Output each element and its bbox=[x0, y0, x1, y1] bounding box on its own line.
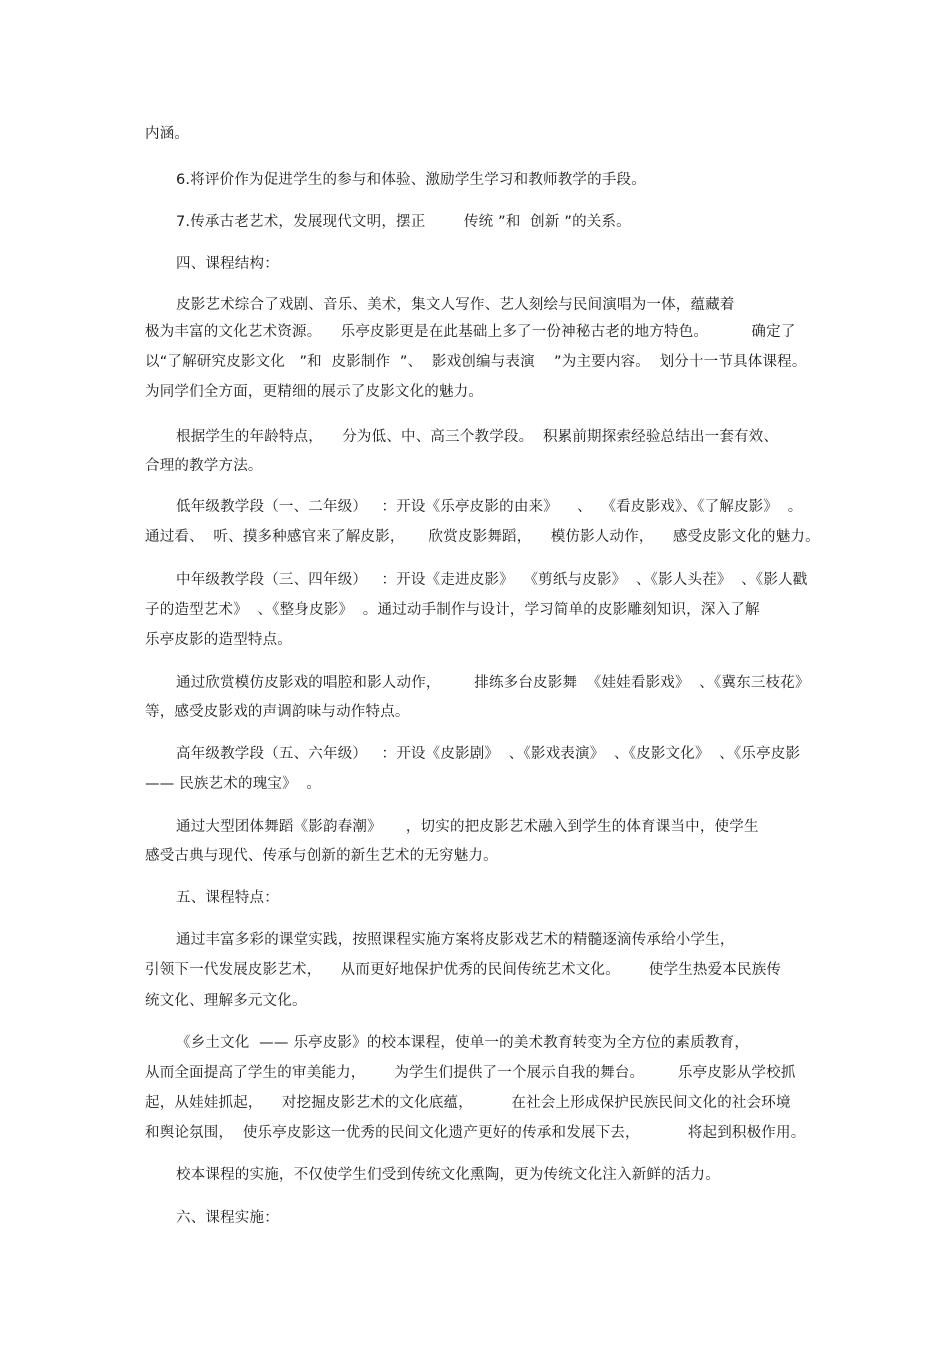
text-line: 为同学们全方面，更精细的展示了皮影文化的魅力。 bbox=[145, 384, 484, 400]
text-line: 起，从娃娃抓起， 对挖掘皮影艺术的文化底蕴， 在社会上形成保护民族民间文化的社会环境 bbox=[145, 1095, 791, 1111]
text-line: 通过看、 听、摸多种感官来了解皮影， 欣赏皮影舞蹈， 模仿影人动作， 感受皮影文化的魅力。 bbox=[145, 529, 820, 545]
text-line: 通过欣赏模仿皮影戏的唱腔和影人动作， 排练多台皮影舞 《娃娃看影戏》 、《冀东三枝花》 bbox=[176, 675, 810, 691]
text-line: 极为丰富的文化艺术资源。 乐亭皮影更是在此基础上多了一份神秘古老的地方特色。 确定了 bbox=[145, 324, 796, 340]
text-line: 以“了解研究皮影文化 ”和 皮影制作 ”、 影戏创编与表演 ”为主要内容。 划分十一节具体课程。 bbox=[145, 354, 807, 370]
text-line: 皮影艺术综合了戏剧、音乐、美术，集文人写作、艺人刻绘与民间演唱为一体，蕴藏着 bbox=[176, 297, 735, 313]
text-line: 统文化、理解多元文化。 bbox=[145, 993, 307, 1009]
section-heading: 四、课程结构： bbox=[176, 256, 279, 272]
text-line: 中年级教学段（三、四年级） ：开设《走进皮影》 《剪纸与皮影》 、《影人头茬》 、《影人戳 bbox=[176, 572, 808, 588]
text-line: 内涵。 bbox=[145, 126, 190, 142]
text-line: 校本课程的实施，不仅使学生们受到传统文化熏陶，更为传统文化注入新鲜的活力。 bbox=[176, 1167, 720, 1183]
section-heading: 六、课程实施： bbox=[176, 1210, 279, 1226]
text-line: 从而全面提高了学生的审美能力， 为学生们提供了一个展示自我的舞台。 乐亭皮影从学校抓 bbox=[145, 1065, 796, 1081]
text-line: 6.将评价作为促进学生的参与和体验、激励学生学习和教师教学的手段。 bbox=[176, 172, 646, 188]
text-line: 7.传承古老艺术，发展现代文明，摆正 传统 ”和 创新 ”的关系。 bbox=[176, 214, 631, 230]
text-line: 合理的教学方法。 bbox=[145, 458, 263, 474]
text-line: 通过大型团体舞蹈《影韵春潮》 ，切实的把皮影艺术融入到学生的体育课当中，使学生 bbox=[176, 819, 759, 835]
text-line: 高年级教学段（五、六年级） ：开设《皮影剧》 、《影戏表演》 、《皮影文化》 、《乐亭皮影 bbox=[176, 746, 801, 762]
text-line: 感受古典与现代、传承与创新的新生艺术的无穷魅力。 bbox=[145, 848, 498, 864]
text-line: 和舆论氛围， 使乐亭皮影这一优秀的民间文化遗产更好的传承和发展下去， 将起到积极作用。 bbox=[145, 1125, 806, 1141]
text-line: 乐亭皮影的造型特点。 bbox=[145, 632, 292, 648]
text-line: 低年级教学段（一、二年级） ：开设《乐亭皮影的由来》 、 《看皮影戏》、《了解皮影》 。 bbox=[176, 499, 803, 515]
text-line: 等，感受皮影戏的声调韵味与动作特点。 bbox=[145, 704, 410, 720]
text-line: 《乡土文化 —— 乐亭皮影》的校本课程，使单一的美术教育转变为全方位的素质教育， bbox=[176, 1035, 750, 1051]
text-line: 子的造型艺术》 、《整身皮影》 。通过动手制作与设计，学习简单的皮影雕刻知识，深入了解 bbox=[145, 602, 760, 618]
text-line: 通过丰富多彩的课堂实践，按照课程实施方案将皮影戏艺术的精髓逐滴传承给小学生， bbox=[176, 932, 735, 948]
text-line: 引领下一代发展皮影艺术， 从而更好地保护优秀的民间传统艺术文化。 使学生热爱本民族传 bbox=[145, 962, 782, 978]
text-line: 根据学生的年龄特点， 分为低、中、高三个教学段。 积累前期探索经验总结出一套有效、 bbox=[176, 429, 779, 445]
section-heading: 五、课程特点： bbox=[176, 890, 279, 906]
text-line: —— 民族艺术的瑰宝》 。 bbox=[145, 776, 322, 792]
